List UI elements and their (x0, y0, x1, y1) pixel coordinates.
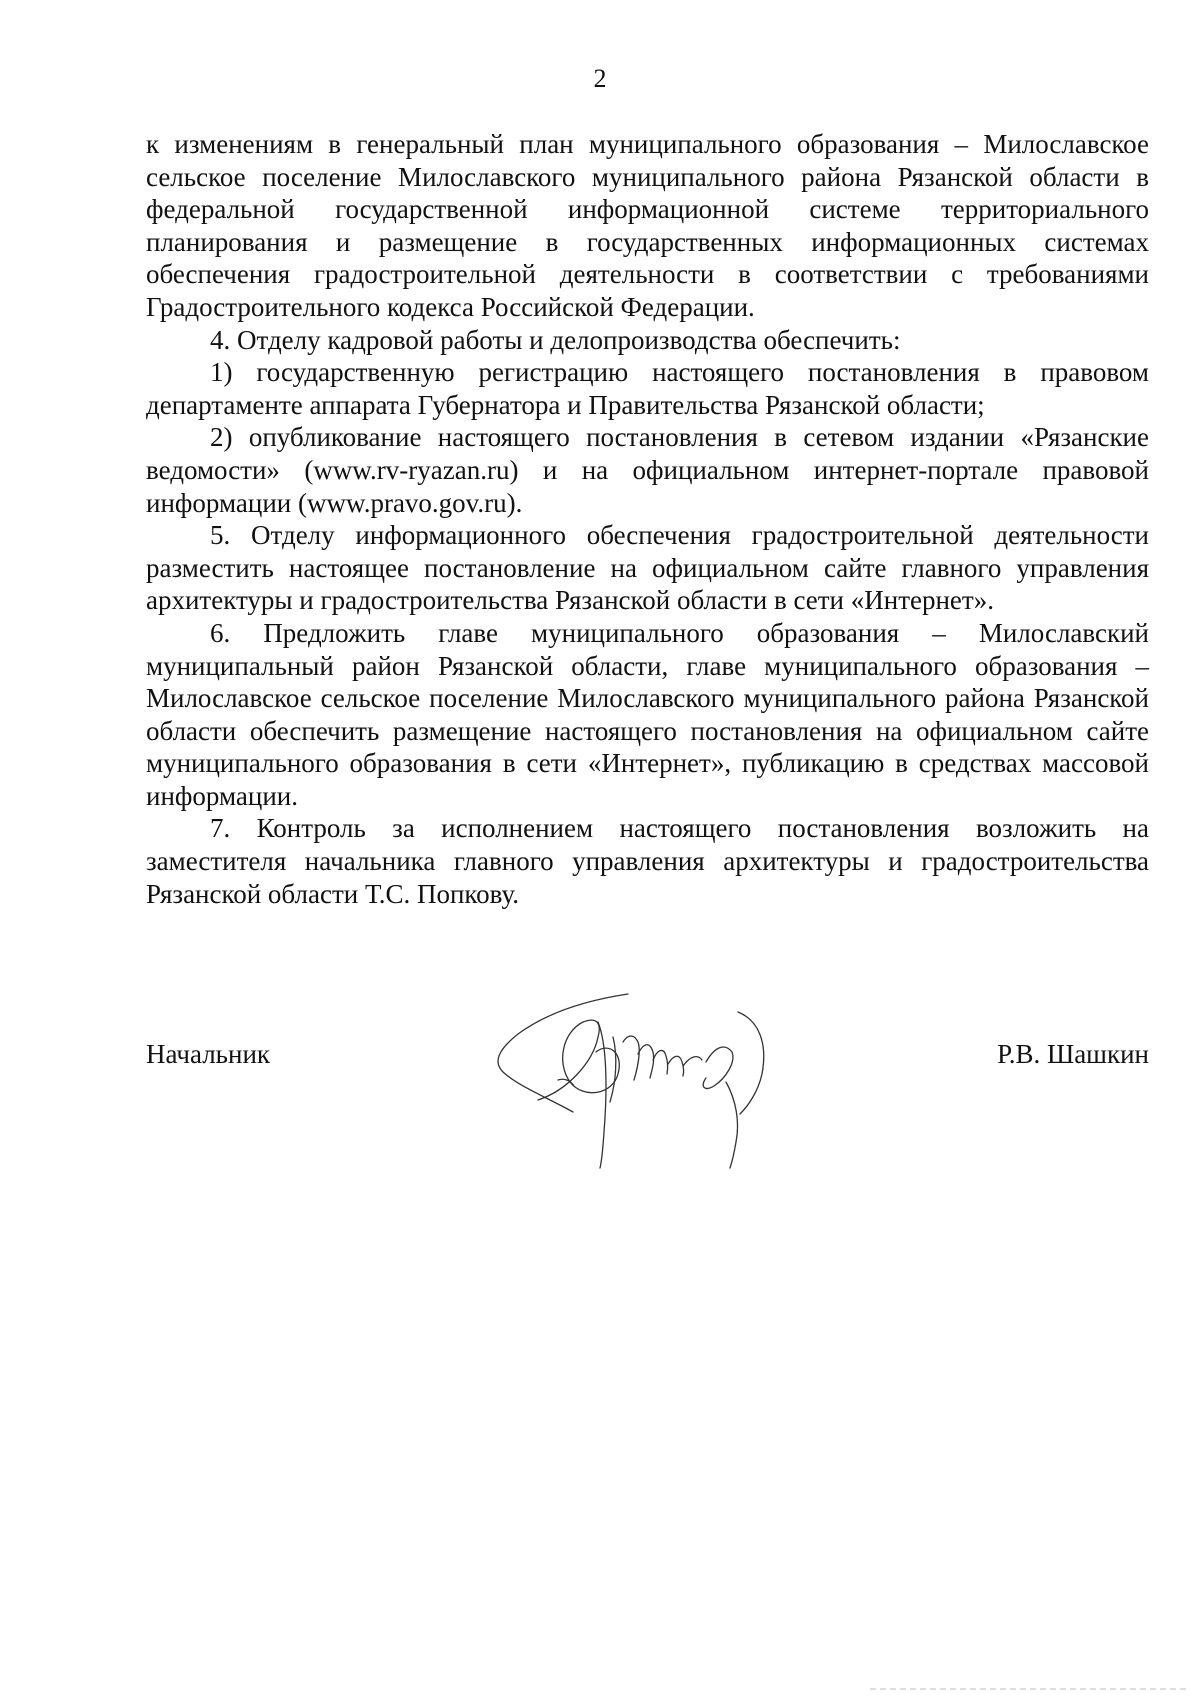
document-body (146, 128, 1149, 910)
paragraph-item-7: 7. Контроль за исполнением настоящего постановления возложить на заместителя начальника главного управления архитектуры и градостроительства Рязанской области Т.С. Попкову. (146, 813, 1149, 909)
signatory-title: Начальник (146, 1039, 271, 1069)
signatory-name: Р.В. Шашкин (997, 1039, 1149, 1069)
paragraph-item-4: 4. Отделу кадровой работы и делопроизводства обеспечить: (210, 324, 901, 355)
paragraph-item-6: 6. Предложить главе муниципального образования – Милославский муниципальный район Рязанской области, главе муниципального образования – Милославское сельское поселение Милославского муниципального района Рязанской области обеспечить размещение настоящего постановления на официальном сайте муниципального образования в сети «Интернет», публикацию в средствах массовой информации. (146, 617, 1149, 811)
scan-border-mark (870, 1688, 1190, 1690)
paragraph-item-5: 5. Отделу информационного обеспечения градостроительной деятельности разместить настоящее постановление на официальном сайте главного управления архитектуры и градостроительства Рязанской области в сети «Интернет». (146, 520, 1149, 616)
paragraph-continuation: к изменениям в генеральный план муниципального образования – Милославское сельское поселение Милославского муниципального района Рязанской области в федеральной государственной информационной системе территориального планирования и размещение в государственных информационных системах обеспечения градостроительной деятельности в соответствии с требованиями Градостроительного кодекса Российской Федерации. (146, 129, 1149, 322)
paragraph-subitem-4-1: 1) государственную регистрацию настоящего постановления в правовом департаменте аппарата Губернатора и Правительства Рязанской области; (146, 357, 1149, 420)
paragraph-subitem-4-2: 2) опубликование настоящего постановления в сетевом издании «Рязанские ведомости» (www.rv-ryazan.ru) и на официальном интернет-портале правовой информации (www.pravo.gov.ru). (146, 422, 1149, 518)
page-number: 2 (593, 64, 607, 93)
handwritten-signature (478, 982, 818, 1172)
